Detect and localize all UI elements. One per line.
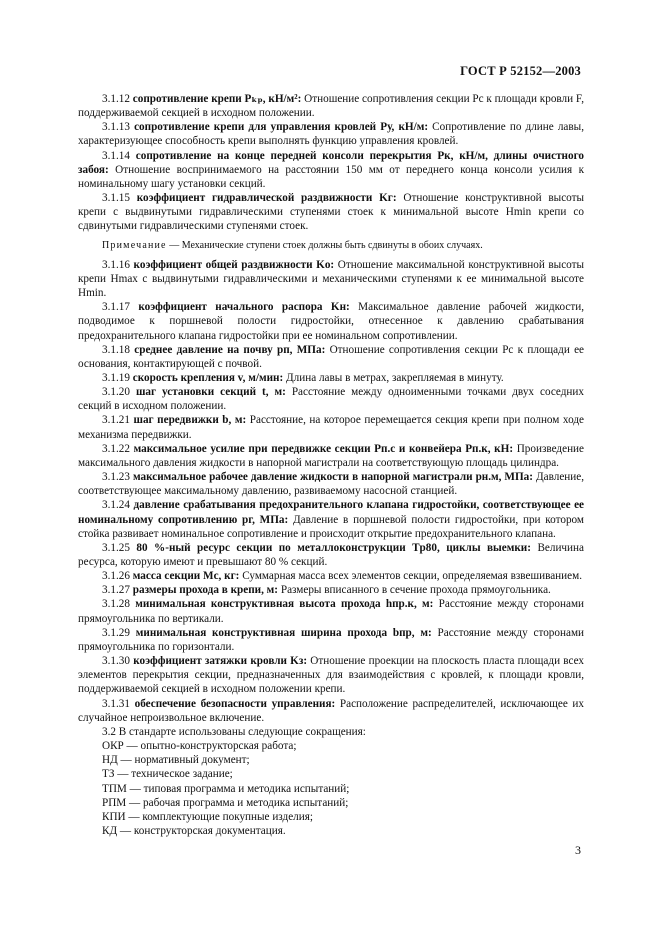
item-term: максимальное усилие при передвижке секции Pп.с и конвейера Pп.к, кН: <box>133 442 514 455</box>
item-number: 3.1.29 <box>102 626 130 639</box>
abbreviation-item: НД — нормативный документ; <box>102 754 250 767</box>
abbreviation-item: КД — конструкторская документация. <box>102 824 286 837</box>
item-term: коэффициент общей раздвижности Kо: <box>133 258 335 271</box>
definition-item <box>78 442 584 470</box>
item-term: коэффициент затяжки кровли Kз: <box>133 655 308 668</box>
item-text: Максимальное давление рабочей жидкости, подводимое к поршневой полости гидростойки, отнесенное к давлению срабатывания предохранительного клапана гидростойки при ее номинальном сопротивлении. <box>78 301 584 342</box>
item-term: среднее давление на почву pп, МПа: <box>134 343 326 356</box>
item-text: Отношение максимальной конструктивной высоты крепи Hmax с выдвинутыми гидравлическими и механическими ступенями к ее минимальной высоте Hmin. <box>78 258 585 300</box>
item-text: Длина лавы в метрах, закрепляемая в минуту. <box>286 371 504 384</box>
item-number: 3.1.20 <box>102 386 130 399</box>
item-text: Расстояние между сторонами прямоугольника по горизонтали. <box>78 626 585 653</box>
item-text: Отношение проекции на плоскость пласта площади всех элементов перекрытия секции, предназначенных для взаимодействия с кровлей, к площади кровли, поддерживаемой секцией в исходном положении крепи. <box>78 655 585 696</box>
item-text: Отношение конструктивной высоты крепи с выдвинутыми гидравлическими ступенями стоек к минимальной высоте Hmin крепи со сдвинутыми гидравлическими ступенями стоек. <box>78 192 585 233</box>
abbreviation-item: КПИ — комплектующие покупные изделия; <box>102 810 313 823</box>
item-term: максимальное рабочее давление жидкости в напорной магистрали pн.м, МПа: <box>132 471 534 484</box>
item-text: Размеры вписанного в сечение прохода прямоугольника. <box>280 584 551 597</box>
item-number: 3.1.17 <box>102 301 130 314</box>
item-number: 3.1.24 <box>102 499 130 512</box>
item-text: Давление в поршневой полости гидростойки, при котором стойка развивает номинальное сопротивление и происходит открытие предохранительного клапана. <box>78 513 585 540</box>
item-text: Сопротивление по длине лавы, характеризующее способность крепи выполнять функцию управления кровлей. <box>78 121 584 148</box>
item-text: Величина ресурса, которую имеют и превышают 80 % секций. <box>78 541 585 568</box>
item-term: шаг передвижки b, м: <box>133 414 247 427</box>
item-term: обеспечение безопасности управления: <box>134 697 336 710</box>
item-number: 3.1.13 <box>102 121 130 134</box>
page-number: 3 <box>575 843 581 857</box>
item-term: коэффициент гидравлической раздвижности Kг: <box>136 192 397 205</box>
item-text: Расстояние между сторонами прямоугольника по вертикали. <box>78 598 585 625</box>
document-code: ГОСТ Р 52152—2003 <box>460 64 581 78</box>
item-term: 80 %-ный ресурс секции по металлоконструкции Tр80, циклы выемки: <box>136 541 531 554</box>
abbreviation-item: ОКР — опытно-конструкторская работа; <box>102 740 297 753</box>
definition-item <box>78 626 584 654</box>
item-number: 3.1.15 <box>102 192 130 205</box>
definition-item <box>78 92 584 120</box>
abbreviation-item: РПМ — рабочая программа и методика испытаний; <box>102 796 349 809</box>
item-text: Расположение распределителей, исключающее их случайное непроизвольное включение. <box>78 697 585 724</box>
definition-item <box>78 343 584 371</box>
item-term: масса секции Mс, кг: <box>132 570 240 583</box>
item-term: минимальная конструктивная ширина прохода bпр, м: <box>135 626 432 639</box>
abbreviation-item: ТПМ — типовая программа и методика испытаний; <box>102 782 350 795</box>
main-content <box>78 92 584 838</box>
item-number: 3.1.28 <box>102 598 130 611</box>
item-number: 3.1.30 <box>102 655 130 668</box>
item-text: Произведение максимального давления жидкости в напорной магистрали на соответствующую площадь цилиндра. <box>78 442 585 469</box>
item-term: сопротивление крепи для управления кровлей Pу, кН/м: <box>134 121 429 134</box>
item-term: сопротивление крепи Pₖₚ, кН/м²: <box>132 93 302 105</box>
definition-item <box>78 258 584 300</box>
item-term: шаг установки секций t, м: <box>135 386 286 399</box>
item-term: размеры прохода в крепи, м: <box>132 584 279 597</box>
definition-item <box>78 120 584 148</box>
item-term: давление срабатывания предохранительного клапана гидростойки, соответствующее ее номинальному сопротивлению pг, МПа: <box>78 499 585 526</box>
item-number: 3.1.19 <box>102 371 130 384</box>
item-term: сопротивление на конце передней консоли перекрытия Pк, кН/м, длины очистного забоя: <box>78 149 584 176</box>
definition-item <box>78 569 584 583</box>
definition-item <box>78 413 584 441</box>
item-number: 3.1.23 <box>102 471 130 484</box>
definition-item <box>78 385 584 413</box>
item-number: 3.1.27 <box>102 584 130 597</box>
item-text: Отношение воспринимаемого на расстоянии 150 мм от переднего конца консоли усилия к номинальному шагу установки секций. <box>78 163 585 190</box>
item-text: Отношение сопротивления секции Pс к площади кровли F, поддерживаемой секцией в исходном положении. <box>78 93 585 120</box>
item-number: 3.1.12 <box>102 93 130 105</box>
item-term: минимальная конструктивная высота прохода hпр.к, м: <box>135 598 434 611</box>
item-number: 3.1.14 <box>102 149 130 162</box>
item-number: 3.1.16 <box>102 258 130 271</box>
item-text: Отношение сопротивления секции Pс к площади ее основания, контактирующей с почвой. <box>78 343 585 370</box>
definition-item <box>78 498 584 540</box>
definition-item <box>78 300 584 342</box>
definition-item <box>78 697 584 725</box>
item-number: 3.1.22 <box>102 442 130 455</box>
definition-item <box>78 191 584 233</box>
item-number: 3.1.31 <box>102 697 130 710</box>
definition-item <box>78 541 584 569</box>
item-text: Суммарная масса всех элементов секции, определяемая взвешиванием. <box>242 570 582 583</box>
definition-item <box>78 470 584 498</box>
definition-item <box>78 149 584 191</box>
note <box>78 239 584 253</box>
abbreviation-item: ТЗ — техническое задание; <box>102 768 233 781</box>
item-number: 3.1.18 <box>102 343 130 356</box>
note-text: — Механические ступени стоек должны быть сдвинуты в обоих случаях. <box>169 239 483 251</box>
item-term: скорость крепления v, м/мин: <box>132 371 284 384</box>
definition-item <box>78 583 584 597</box>
item-number: 3.1.25 <box>102 541 130 554</box>
item-number: 3.1.26 <box>102 570 130 583</box>
item-text: Расстояние между одноименными точками двух соседних секций в исходном положении. <box>78 386 585 413</box>
item-text: Давление, соответствующее максимальному давлению, развиваемому насосной станцией. <box>78 471 585 498</box>
item-number: 3.1.21 <box>102 414 130 427</box>
item-text: Расстояние, на которое перемещается секция крепи при полном ходе механизма передвижки. <box>78 414 585 441</box>
definition-item <box>78 654 584 696</box>
definition-item <box>78 371 584 385</box>
note-label: Примечание <box>102 239 167 251</box>
abbreviations-intro: 3.2 В стандарте использованы следующие сокращения: <box>102 725 366 738</box>
item-term: коэффициент начального распора Kн: <box>138 301 350 314</box>
definition-item <box>78 597 584 625</box>
